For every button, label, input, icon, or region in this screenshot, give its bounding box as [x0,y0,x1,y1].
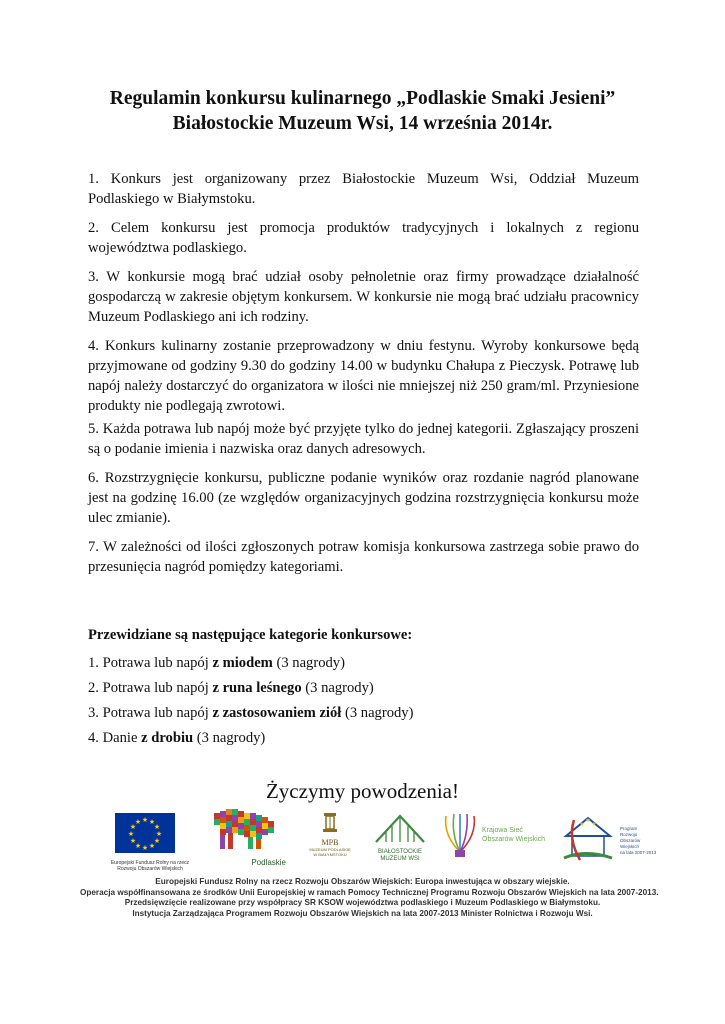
title-line-2: Białostockie Muzeum Wsi, 14 września 2014r. [172,113,553,134]
category-item: 2. Potrawa lub napój z runa leśnego (3 nagrody) [88,680,374,696]
svg-text:★: ★ [153,823,161,831]
prow-label-5: na lata 2007-2013 [620,850,657,855]
podlaskie-logo [208,807,288,867]
rule-4: 4. Konkurs kulinarny zostanie przeprowadzony w dniu festynu. Wyroby konkursowe będą przyjmowane od godziny 9.30 do godziny 14.00 w budynku Chałupa z Pieczysk. Potrawę lub napój należy dostarczyć do organizatora w ilości nie mniejszej niż 250 gram/ml. Przyniesione produkty nie podlegają zwrotowi. [88,338,639,414]
museum-column-icon [319,811,341,833]
ksow-label-1: Krajowa Sieć [482,827,523,834]
svg-text:★: ★ [141,844,149,852]
eu-logo [100,813,200,872]
svg-text:★: ★ [579,821,585,828]
prow-label-2: Rozwoju [620,832,638,837]
svg-text:★: ★ [585,817,591,824]
svg-text:★: ★ [153,837,161,845]
bmw-label-2: MUZEUM WSI [380,856,420,862]
svg-text:★: ★ [148,818,156,826]
footer-line-4: Instytucja Zarządzająca Programem Rozwoju Obszarów Wiejskich na lata 2007-2013 Minister Rolnictwa i Rozwoju Wsi. [132,908,593,918]
svg-text:★: ★ [141,816,149,824]
footer-line-2: Operacja współfinansowana ze środków Unii Europejskiej w ramach Pomocy Technicznej Programu Rozwoju Obszarów Wiejskich na lata 2007-2013. [80,887,659,897]
mpb-caption-1: MUZEUM PODLASKIE [309,847,351,852]
bmw-logo [370,812,430,863]
title-line-1: Regulamin konkursu kulinarnego „Podlaskie Smaki Jesieni” [109,88,616,109]
eu-flag-icon [100,813,200,855]
eu-caption-2: Rozwoju Obszarów Wiejskich [117,866,183,872]
closing-wish: Życzymy powodzenia! [265,779,459,803]
category-item: 4. Danie z drobiu (3 nagrody) [88,730,266,746]
svg-text:★: ★ [134,818,142,826]
bison-icon [208,807,288,857]
ksow-sprout-icon [440,812,480,858]
barn-roof-icon [372,812,428,844]
prow-label-3: Obszarów [620,838,641,843]
svg-text:★: ★ [134,842,142,850]
svg-text:★: ★ [129,823,137,831]
rule-3: 3. W konkursie mogą brać udział osoby pełnoletnie oraz firmy prowadzące działalność gospodarczą w zakresie objętym konkursem. W konkursie nie mogą brać udziału pracownicy Muzeum Podlaskiego ani ich rodziny. [88,269,639,325]
ksow-label-2: Obszarów Wiejskich [482,836,546,843]
svg-text:★: ★ [129,837,137,845]
category-item: 3. Potrawa lub napój z zastosowaniem ziół (3 nagrody) [88,705,414,721]
rule-6: 6. Rozstrzygnięcie konkursu, publiczne podanie wyników oraz rozdanie nagród planowane jest na godzinę 16.00 (ze względów organizacyjnych godzina rozstrzygnięcia konkursu może ulec zmianie). [88,470,639,526]
mpb-logo [305,811,355,857]
mpb-caption-2: W BIAŁYMSTOKU [313,852,347,857]
eu-caption-1: Europejski Fundusz Rolny na rzecz [110,860,190,866]
svg-text:★: ★ [155,830,163,838]
footer-line-3: Przedsięwzięcie realizowane przy współpracy SR KSOW województwa podlaskiego i Muzeum Podlaskiego w Białymstoku. [124,898,601,908]
podlaskie-label: Podlaskie [251,858,286,867]
prow-label-1: Program [620,826,638,831]
category-item: 1. Potrawa lub napój z miodem (3 nagrody) [88,655,345,671]
funding-footer [80,877,659,919]
mpb-label: MPB [321,838,339,847]
footer-line-1: Europejski Fundusz Rolny na rzecz Rozwoju Obszarów Wiejskich: Europa inwestująca w obszary wiejskie. [155,877,570,886]
svg-text:★: ★ [127,830,135,838]
rule-2: 2. Celem konkursu jest promocja produktów tradycyjnych i lokalnych z regionu województwa podlaskiego. [88,220,639,256]
categories-heading: Przewidziane są następujące kategorie konkursowe: [88,627,413,643]
prow-house-icon [560,812,616,864]
rule-7: 7. W zależności od ilości zgłoszonych potraw komisja konkursowa zastrzega sobie prawo do przesunięcia nagród pomiędzy kategoriami. [88,539,639,575]
svg-text:★: ★ [591,821,597,828]
bmw-label-1: BIAŁOSTOCKIE [378,849,422,855]
prow-label-4: Wiejskich [620,844,640,849]
rule-5: 5. Każda potrawa lub napój może być przyjęte tylko do jednej kategorii. Zgłaszający proszeni są o podanie imienia i nazwiska oraz danych adresowych. [88,421,639,457]
document-title [60,86,665,136]
svg-text:★: ★ [148,842,156,850]
rule-1: 1. Konkurs jest organizowany przez Białostockie Muzeum Wsi, Oddział Muzeum Podlaskiego w Białymstoku. [88,171,639,207]
